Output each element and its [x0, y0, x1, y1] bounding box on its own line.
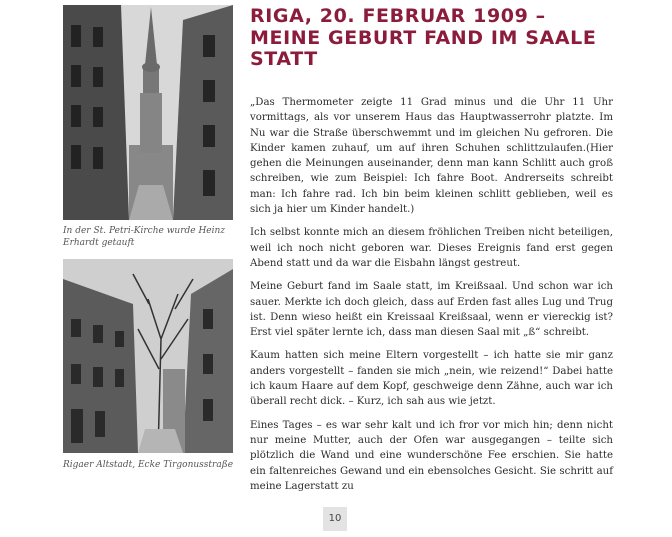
photo-caption-church: In der St. Petri-Kirche wurde Heinz Erhardt getauft — [63, 226, 226, 248]
paragraph: Kaum hatten sich meine Eltern vorgestellt – ich hatte sie mir ganz anders vorgestellt – fanden sie mich „nein, wie reizend!“ Dabei hatte ich kaum Haare auf dem Kopf, geschweige denn Zähne, auch war ich überall recht dick. – Kurz, ich sah aus wie jetzt. — [250, 350, 613, 408]
chapter-title: RIGA, 20. FEBRUAR 1909 – MEINE GEBURT FAND IM SAALE STATT — [250, 5, 597, 70]
paragraph: Ich selbst konnte mich an diesem fröhlichen Treiben nicht beteiligen, weil ich noch nicht geboren war. Dieses Ereignis fand erst gegen Abend statt und da war die Eisbahn längst gestreut. — [250, 227, 613, 269]
paragraph: „Das Thermometer zeigte 11 Grad minus und die Uhr 11 Uhr vormittags, als vor unserem Haus das Hauptwasserrohr platzte. Im Nu war die Straße überschwemmt und im gleichen Nu gefroren. Die Kinder kamen zuhauf, um auf ihren Schuhen schlittzulaufen.(Hier gehen die Meinungen auseinander, denn man kann Schlitt auch groß schreiben, wie zum Beispiel: Ich fahre Boot. Andrerseits schreibt man: Ich fahre rad. Ich bin beim kleinen schlitt geblieben, weil es sich ja hier um Kinder handelt.) — [250, 97, 613, 216]
photo-caption-old-town: Rigaer Altstadt, Ecke Tirgonusstraße — [63, 460, 234, 470]
old-town-street-photo — [63, 259, 233, 453]
page-number: 10 — [323, 507, 347, 531]
body-text — [250, 95, 613, 502]
church-street-photo — [63, 5, 233, 220]
paragraph: Meine Geburt fand im Saale statt, im Kreißsaal. Und schon war ich sauer. Merkte ich doch gleich, dass auf Erden fast alles Lug und Trug ist. Denn wieso heißt ein Kreissaal Kreißsaal, wenn er viereckig ist? Erst viel später lernte ich, dass man diesen Saal mit „ß“ schreibt. — [250, 281, 613, 339]
paragraph: Eines Tages – es war sehr kalt und ich fror vor mich hin; denn nicht nur meine Mutter, auch der Ofen war ausgegangen – teilte sich plötzlich die Wand und eine wunderschöne Fee erschien. Sie hatte ein faltenreiches Gewand und ein ebensolches Gesicht. Sie schritt auf meine Lagerstatt zu — [250, 419, 613, 492]
